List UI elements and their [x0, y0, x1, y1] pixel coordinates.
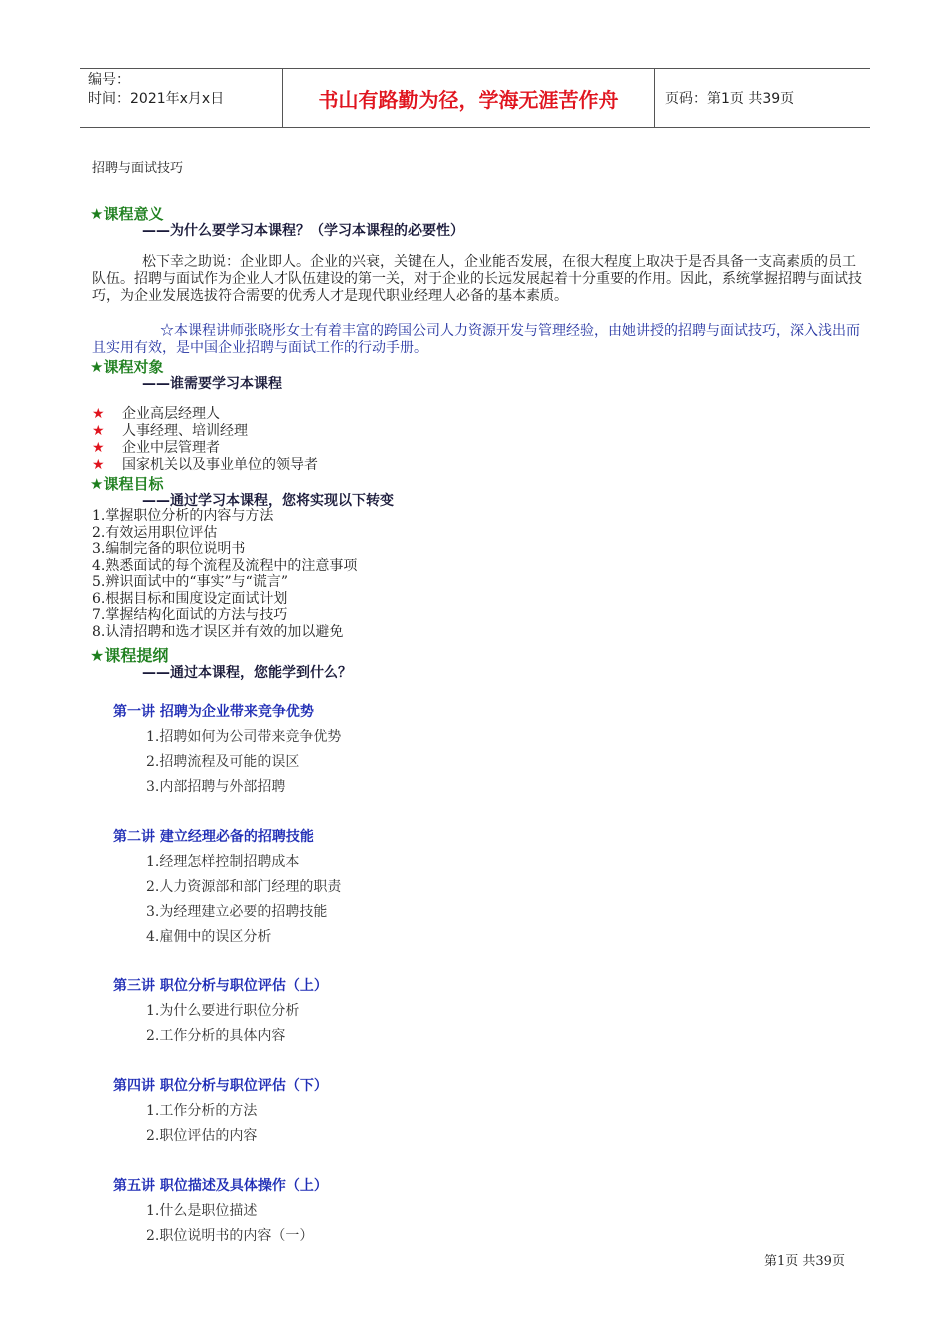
lecture-item: 1.为什么要进行职位分析: [146, 1003, 300, 1019]
lecture-item: 1.经理怎样控制招聘成本: [146, 854, 300, 870]
goal-item: 3.编制完备的职位说明书: [92, 541, 246, 557]
section-heading-outline: ★课程提纲: [90, 646, 169, 665]
section-heading-goals: ★课程目标: [90, 475, 164, 493]
lecture-item: 1.什么是职位描述: [146, 1203, 258, 1219]
lecture-title: 第二讲 建立经理必备的招聘技能: [113, 829, 314, 845]
lecture-title: 第五讲 职位描述及具体操作（上）: [113, 1178, 328, 1194]
doc-title: 招聘与面试技巧: [92, 161, 184, 176]
lecture-item: 2.职位说明书的内容（一）: [146, 1228, 314, 1244]
audience-item: ★ 国家机关以及事业单位的领导者: [92, 457, 318, 473]
goal-item: 2.有效运用职位评估: [92, 525, 218, 541]
audience-item: ★ 企业中层管理者: [92, 440, 220, 456]
doc-time-label: 时间：2021年x月x日: [88, 91, 225, 107]
red-star-icon: ★: [92, 406, 105, 422]
section-heading-significance: ★课程意义: [90, 205, 164, 223]
goal-item: 1.掌握职位分析的内容与方法: [92, 508, 274, 524]
section-subheading-significance: ——为什么要学习本课程？（学习本课程的必要性）: [142, 223, 464, 239]
goal-item: 6.根据目标和围度设定面试计划: [92, 591, 288, 607]
goal-item: 4.熟悉面试的每个流程及流程中的注意事项: [92, 558, 358, 574]
red-star-icon: ★: [92, 457, 105, 473]
header-motto: 书山有路勤为径，学海无涯苦作舟: [282, 69, 655, 127]
section-subheading-outline: ——通过本课程，您能学到什么？: [142, 665, 352, 681]
lecture-item: 1.招聘如何为公司带来竞争优势: [146, 729, 342, 745]
lecture-item: 3.为经理建立必要的招聘技能: [146, 904, 328, 920]
goal-item: 7.掌握结构化面试的方法与技巧: [92, 607, 288, 623]
lecture-item: 2.招聘流程及可能的误区: [146, 754, 300, 770]
lecture-item: 2.人力资源部和部门经理的职责: [146, 879, 342, 895]
instructor-paragraph: ☆本课程讲师张晓彤女士有着丰富的跨国公司人力资源开发与管理经验，由她讲授的招聘与面试技巧，深入浅出而且实用有效，是中国企业招聘与面试工作的行动手册。: [92, 323, 860, 356]
audience-item: ★ 企业高层经理人: [92, 406, 220, 422]
page-footer: 第1页 共39页: [764, 1254, 845, 1269]
red-star-icon: ★: [92, 423, 105, 439]
lecture-item: 1.工作分析的方法: [146, 1103, 258, 1119]
lecture-title: 第一讲 招聘为企业带来竞争优势: [113, 704, 314, 720]
audience-item: ★ 人事经理、培训经理: [92, 423, 248, 439]
header-meta: [80, 69, 282, 127]
lecture-title: 第三讲 职位分析与职位评估（上）: [113, 978, 328, 994]
significance-paragraph: 松下幸之助说：企业即人。企业的兴衰，关键在人，企业能否发展，在很大程度上取决于是否具备一支高素质的员工队伍。招聘与面试作为企业人才队伍建设的第一关，对于企业的长远发展起着十分重要的作用。因此，系统掌握招聘与面试技巧，为企业发展选拔符合需要的优秀人才是现代职业经理人必备的基本素质。: [92, 254, 862, 304]
section-heading-audience: ★课程对象: [90, 358, 164, 376]
section-subheading-audience: ——谁需要学习本课程: [142, 376, 282, 392]
section-subheading-goals: ——通过学习本课程，您将实现以下转变: [142, 493, 394, 509]
header-page-label: 页码：第1页 共39页: [665, 91, 795, 107]
doc-number-label: 编号：: [88, 72, 130, 88]
page-header: [80, 68, 870, 128]
red-star-icon: ★: [92, 440, 105, 456]
goal-item: 5.辨识面试中的“事实”与“谎言”: [92, 574, 288, 590]
lecture-item: 3.内部招聘与外部招聘: [146, 779, 286, 795]
lecture-item: 2.职位评估的内容: [146, 1128, 258, 1144]
lecture-item: 2.工作分析的具体内容: [146, 1028, 286, 1044]
lecture-title: 第四讲 职位分析与职位评估（下）: [113, 1078, 328, 1094]
goal-item: 8.认清招聘和选才误区并有效的加以避免: [92, 624, 344, 640]
lecture-item: 4.雇佣中的误区分析: [146, 929, 272, 945]
